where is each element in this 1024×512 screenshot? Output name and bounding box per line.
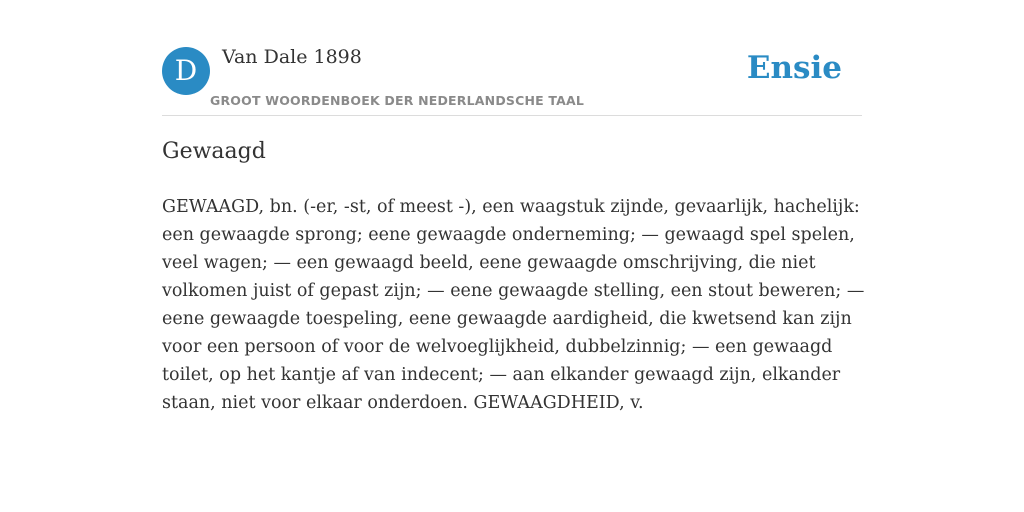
- definition-text: GEWAAGD, bn. (-er, -st, of meest -), een waagstuk zijnde, gevaarlijk, hachelijk: een gewaagde sprong; eene gewaagde onderneming; — gewaagd spel spelen, veel wagen; — een gewaagd beeld, eene gewaagde omschrijving, die niet volkomen juist of gepast zijn; — eene gewaagde stelling, een stout beweren; — eene gewaagde toespeling, eene gewaagde aardigheid, die kwetsend kan zijn voor een persoon of voor de welvoeglijkheid, dubbelzinnig; — een gewaagd toilet, op het kantje af van indecent; — aan elkander gewaagd zijn, elkander staan, niet voor elkaar onderdoen. GEWAAGDHEID, v.: [162, 197, 865, 413]
- source-title[interactable]: Van Dale 1898: [222, 46, 362, 68]
- source-logo: D: [162, 47, 210, 95]
- entry-header: [162, 0, 862, 116]
- entry-card: [162, 0, 865, 413]
- source-subtitle: GROOT WOORDENBOEK DER NEDERLANDSCHE TAAL: [210, 93, 585, 108]
- brand-logo[interactable]: Ensie: [746, 50, 842, 86]
- page-title: Gewaagd: [162, 139, 266, 164]
